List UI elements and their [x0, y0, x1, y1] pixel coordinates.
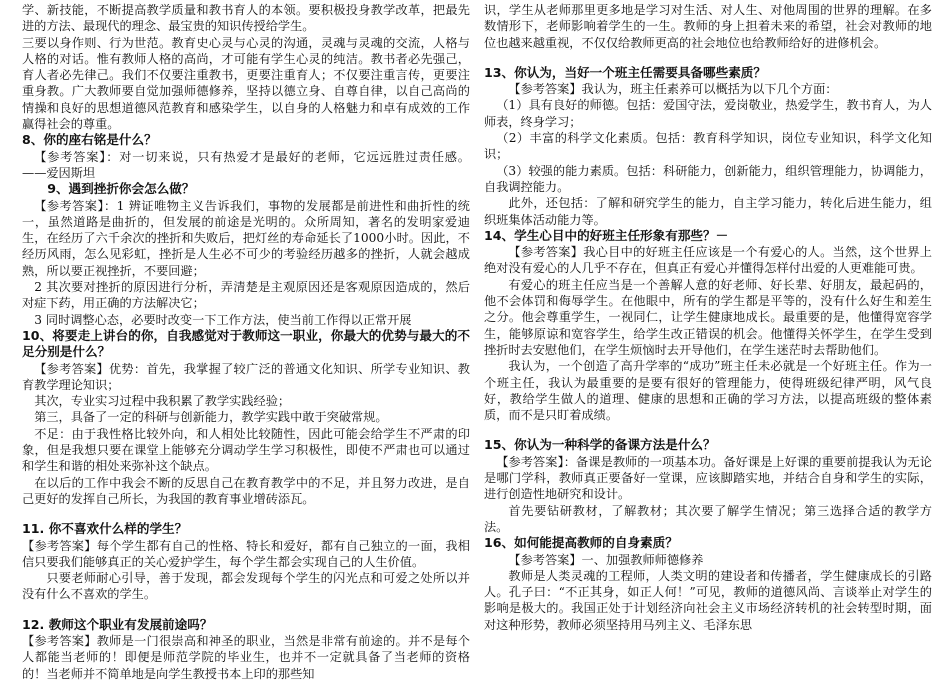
paragraph: 【参考答案】一、加强教师师德修养	[508, 552, 704, 567]
paragraph: 2 其次要对挫折的原因进行分析，弄清楚是主观原因还是客观原因造成的，然后对症下药，用正确的方法解决它；	[22, 280, 470, 311]
paragraph: 识，学生从老师那里更多地是学习对生活、对人生、对他周围的世界的理解。在多数情形下，老师影响着学生的一生。教师的身上担着未来的希望，社会对教师的地位也越来越重视，不仅仅给教师更高的社会地位也给教师给好的进修机会。	[484, 3, 932, 50]
paragraph: 【参考答案】：1 辨证唯物主义告诉我们，事物的发展都是前进性和曲折性的统一，虽然道路是曲折的，但发展的前途是光明的。众所周知，著名的发明家爱迪生，在经历了六千余次的挫折和失败后，把灯丝的寿命延长了1000小时。因此，不经历风雨，怎么见彩虹，挫折是人生必不可少的考验经历越多的挫折，人就会越成熟，所以要正视挫折，不要回避；	[22, 198, 470, 278]
question-heading: 11. 你不喜欢什么样的学生？	[22, 521, 188, 537]
paragraph: 3 同时调整心态，必要时改变一下工作方法，使当前工作得以正常开展	[34, 312, 412, 327]
paragraph: 首先要钻研教材，了解教材；其次要了解学生情况；第三选择合适的教学方法。	[484, 503, 932, 534]
paragraph: 【参考答案】：对一切来说，只有热爱才是最好的老师，它远远胜过责任感。 ——爱因斯坦	[22, 149, 470, 180]
paragraph: 在以后的工作中我会不断的反思自己在教育教学中的不足，并且努力改进，是自己更好的发挥自己所长，为我国的教育事业增砖添瓦。	[22, 475, 470, 506]
question-heading: 9、遇到挫折你会怎么做？	[47, 181, 195, 197]
paragraph: 三要以身作则、行为世范。教育史心灵与心灵的沟通，灵魂与灵魂的交流，人格与人格的对话。惟有教师人格的高尚，才可能有学生心灵的纯洁。教书者必先强己，育人者必先律己。我们不仅要注重教书，更要注重育人；不仅要注重言传，更要注重身教。广大教师要自觉加强师德修养，坚持以德立身、自尊自律，以自己高尚的情操和良好的思想道德风范教育和感染学生，以自身的人格魅力和卓有成效的工作赢得社会的尊重。	[22, 35, 470, 132]
right-column	[484, 2, 932, 633]
question-heading: 12. 教师这个职业有发展前途吗？	[22, 616, 213, 632]
paragraph: 【参考答案】教师是一门很崇高和神圣的职业，当然是非常有前途的。并不是每个人都能当老师的！即便是师范学院的毕业生，也并不一定就具备了当老师的资格的！当老师并不简单地是向学生教授书本上印的那些知	[22, 633, 470, 681]
paragraph: （2）丰富的科学文化素质。包括：教育科学知识，岗位专业知识，科学文化知识；	[484, 131, 932, 162]
question-heading: 10、将要走上讲台的你，自我感觉对于教师这一职业，你最大的优势与最大的不足分别是什么？	[22, 327, 470, 360]
paragraph: 学、新技能，不断提高教学质量和教书育人的本领。要积极投身教学改革，把最先进的方法、最现代的理念、最宝贵的知识传授给学生。	[22, 3, 470, 34]
paragraph: 不足：由于我性格比较外向，和人相处比较随性，因此可能会给学生不严肃的印象，但是我想只要在课堂上能够充分调动学生学习积极性，即使不严肃也可以通过和学生和谐的相处来弥补这个缺点。	[22, 426, 470, 474]
paragraph: 【参考答案】我心目中的好班主任应该是一个有爱心的人。当然，这个世界上绝对没有爱心的人几乎不存在，但真正有爱心并懂得怎样付出爱的人更难能可贵。	[484, 245, 932, 276]
paragraph: 有爱心的班主任应当是一个善解人意的好老师、好长辈、好朋友，最起码的，他不会体罚和侮辱学生。在他眼中，所有的学生都是平等的，没有什么好生和差生之分。他会尊重学生，一视同仁，让学生健康地成长。最重要的是，他懂得宽容学生，能够原谅和宽容学生，给学生改正错误的机会。他懂得关怀学生，在学生受到挫折时去安慰他们，在学生烦恼时去开导他们，在学生迷茫时去帮助他们。	[484, 277, 932, 357]
question-heading: 14、学生心目中的好班主任形象有那些？－	[484, 227, 729, 243]
paragraph: 其次，专业实习过程中我积累了教学实践经验；	[34, 394, 291, 409]
paragraph: 第三，具备了一定的科研与创新能力，教学实践中敢于突破常规。	[34, 410, 388, 425]
paragraph: 教师是人类灵魂的工程师，人类文明的建设者和传播者，学生健康成长的引路人。孔子曰：“不正其身，如正人何！”可见，教师的道德风尚、言谈举止对学生的影响是极大的。我国正处于计划经济向社会主义市场经济转机的社会转型时期，面对这种形势，教师必须坚持用马列主义、毛泽东思	[484, 568, 932, 632]
paragraph: （1）具有良好的师德。包括：爱国守法，爱岗敬业，热爱学生，教书育人，为人师表，终身学习；	[484, 98, 932, 129]
left-column	[22, 2, 470, 682]
paragraph: 【参考答案】每个学生都有自己的性格、特长和爱好，都有自己独立的一面，我相信只要我们能够真正的关心爱护学生，每个学生都会实现自己的人生价值。	[22, 538, 470, 569]
paragraph: 【参考答案】我认为，班主任素养可以概括为以下几个方面：	[508, 82, 838, 97]
paragraph: 【参考答案】：备课是教师的一项基本功。备好课是上好课的重要前提我认为无论是哪门学科，教师真正要备好一堂课，应该脚踏实地，并结合自身和学生的实际，进行创造性地研究和设计。	[484, 454, 932, 502]
question-heading: 15、你认为一种科学的备课方法是什么？	[484, 437, 716, 453]
question-heading: 8、你的座右铭是什么？	[22, 132, 157, 148]
paragraph: 只要老师耐心引导，善于发现，都会发现每个学生的闪光点和可爱之处所以并没有什么不喜欢的学生。	[22, 571, 470, 602]
question-heading: 16、如何能提高教师的自身素质？	[484, 535, 678, 551]
paragraph: 【参考答案】优势：首先，我掌握了较广泛的普通文化知识、所学专业知识、教育教学理论知识；	[22, 361, 470, 392]
paragraph: 我认为，一个创造了高升学率的“成功”班主任未必就是一个好班主任。作为一个班主任，我认为最重要的是要有很好的管理能力，使得班级纪律严明，风气良好，教给学生做人的道理、健康的思想和正确的学习方法，以提高班级的整体素质，而不是只盯着成绩。	[484, 359, 932, 423]
paragraph: （3）较强的能力素质。包括：科研能力，创新能力，组织管理能力，协调能力，自我调控能力。	[484, 163, 932, 194]
question-heading: 13、你认为，当好一个班主任需要具备哪些素质？	[484, 64, 766, 80]
paragraph: 此外，还包括：了解和研究学生的能力，自主学习能力，转化后进生能力，组织班集体活动能力等。	[484, 196, 932, 227]
